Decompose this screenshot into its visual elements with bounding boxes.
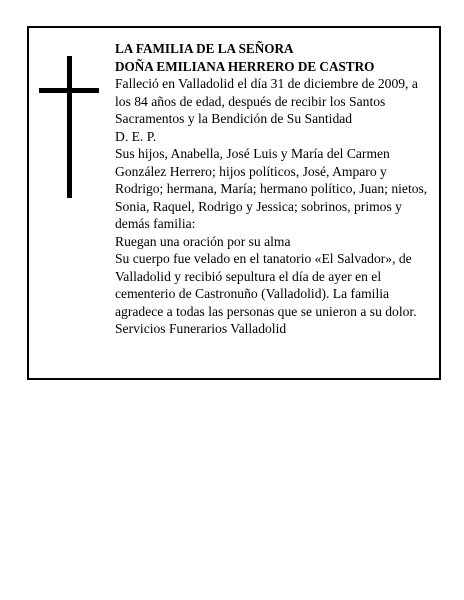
cross-horizontal-bar — [39, 88, 99, 93]
prayer-request: Ruegan una oración por su alma — [115, 233, 291, 249]
burial-details: Su cuerpo fue velado en el tanatorio «El Salvador», de Valladolid y recibió sepultura el día de ayer en el cementerio de Castronuño (Valladolid). La familia agradece a todas las personas que se unieron a su dolor. — [115, 251, 417, 319]
notice-heading-deceased-name: DOÑA EMILIANA HERRERO DE CASTRO — [115, 58, 375, 74]
cross-vertical-bar — [67, 56, 72, 198]
cross-icon — [39, 56, 99, 198]
notice-heading-family: LA FAMILIA DE LA SEÑORA — [115, 41, 294, 56]
death-announcement: Falleció en Valladolid el día 31 de diciembre de 2009, a los 84 años de edad, después de recibir los Santos Sacramentos y la Bendición de Su Santidad — [115, 76, 418, 126]
rest-in-peace: D. E. P. — [115, 128, 157, 144]
family-members: Sus hijos, Anabella, José Luis y María del Carmen González Herrero; hijos políticos, José, Amparo y Rodrigo; hermana, María; hermano político, Juan; nietos, Sonia, Raquel, Rodrigo y Jessica; sobrinos, primos y demás familia: — [115, 146, 428, 231]
obituary-notice — [27, 26, 441, 380]
notice-text — [115, 40, 437, 338]
funeral-services: Servicios Funerarios Valladolid — [115, 321, 287, 336]
